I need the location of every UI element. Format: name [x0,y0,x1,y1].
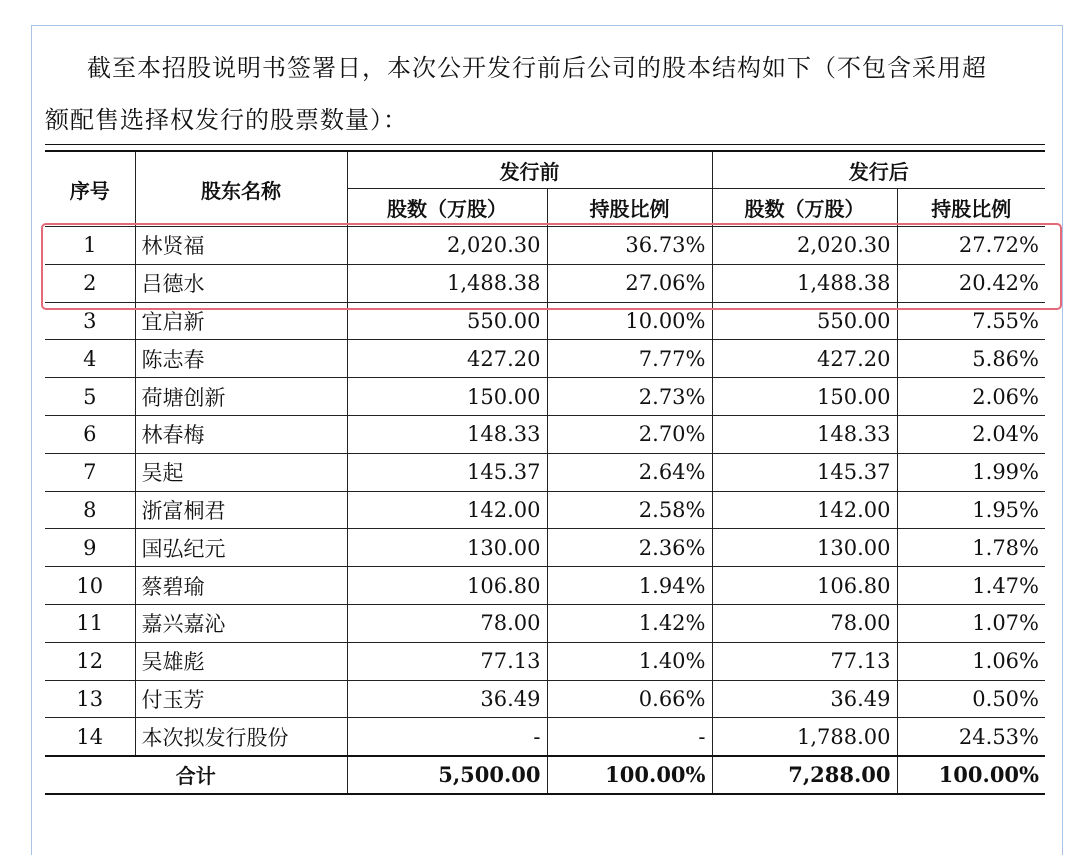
row-after-shares: 2,020.30 [712,227,897,265]
header-before-shares: 股数（万股） [347,189,547,227]
row-seq: 1 [45,227,135,265]
row-before-ratio: 2.58% [547,491,712,529]
row-after-ratio: 1.47% [897,567,1045,605]
row-before-ratio: 2.36% [547,529,712,567]
row-seq: 6 [45,416,135,454]
row-after-ratio: 27.72% [897,227,1045,265]
row-before-shares: 142.00 [347,491,547,529]
row-seq: 8 [45,491,135,529]
row-seq: 3 [45,302,135,340]
row-before-shares: 36.49 [347,680,547,718]
row-before-shares: 77.13 [347,642,547,680]
intro-paragraph [45,42,1050,146]
header-after-shares: 股数（万股） [712,189,897,227]
row-after-ratio: 20.42% [897,264,1045,302]
row-after-shares: 142.00 [712,491,897,529]
row-seq: 4 [45,340,135,378]
row-before-shares: 2,020.30 [347,227,547,265]
row-seq: 13 [45,680,135,718]
row-seq: 10 [45,567,135,605]
table-row [45,642,1045,680]
row-after-ratio: 24.53% [897,718,1045,756]
row-before-shares: 427.20 [347,340,547,378]
row-before-shares: - [347,718,547,756]
total-label: 合计 [45,756,347,794]
row-shareholder-name: 国弘纪元 [135,529,347,567]
row-after-ratio: 1.07% [897,605,1045,643]
row-before-shares: 150.00 [347,378,547,416]
header-before-issue: 发行前 [347,151,712,189]
header-after-ratio: 持股比例 [897,189,1045,227]
row-after-shares: 550.00 [712,302,897,340]
table-row [45,491,1045,529]
row-after-shares: 78.00 [712,605,897,643]
row-after-ratio: 1.99% [897,453,1045,491]
table-body [45,227,1045,756]
row-before-ratio: 2.70% [547,416,712,454]
row-shareholder-name: 陈志春 [135,340,347,378]
table-row [45,605,1045,643]
total-before-ratio: 100.00% [547,756,712,794]
row-shareholder-name: 林春梅 [135,416,347,454]
row-before-ratio: 1.94% [547,567,712,605]
row-before-shares: 148.33 [347,416,547,454]
row-before-shares: 130.00 [347,529,547,567]
row-after-ratio: 5.86% [897,340,1045,378]
row-shareholder-name: 付玉芳 [135,680,347,718]
header-after-issue: 发行后 [712,151,1045,189]
row-before-shares: 1,488.38 [347,264,547,302]
table-row [45,378,1045,416]
row-before-shares: 106.80 [347,567,547,605]
row-after-ratio: 7.55% [897,302,1045,340]
row-before-ratio: 36.73% [547,227,712,265]
row-shareholder-name: 吕德水 [135,264,347,302]
row-shareholder-name: 吴雄彪 [135,642,347,680]
row-after-ratio: 2.04% [897,416,1045,454]
intro-line-2: 额配售选择权发行的股票数量）： [45,106,408,134]
intro-line-1: 截至本招股说明书签署日，本次公开发行前后公司的股本结构如下（不包含采用超 [87,54,987,82]
header-before-ratio: 持股比例 [547,189,712,227]
table-row [45,340,1045,378]
row-shareholder-name: 嘉兴嘉沁 [135,605,347,643]
row-after-ratio: 1.06% [897,642,1045,680]
row-shareholder-name: 吴起 [135,453,347,491]
row-after-shares: 148.33 [712,416,897,454]
row-after-ratio: 2.06% [897,378,1045,416]
row-seq: 7 [45,453,135,491]
row-before-ratio: 1.42% [547,605,712,643]
table-row [45,227,1045,265]
table-row [45,680,1045,718]
row-seq: 2 [45,264,135,302]
row-after-shares: 36.49 [712,680,897,718]
table-top-rule [45,144,1045,145]
table-row [45,416,1045,454]
row-before-ratio: 2.64% [547,453,712,491]
row-seq: 12 [45,642,135,680]
header-shareholder-name: 股东名称 [135,151,347,227]
row-after-shares: 77.13 [712,642,897,680]
row-after-ratio: 0.50% [897,680,1045,718]
row-before-ratio: 2.73% [547,378,712,416]
row-shareholder-name: 蔡碧瑜 [135,567,347,605]
row-after-shares: 150.00 [712,378,897,416]
row-after-shares: 130.00 [712,529,897,567]
row-after-shares: 427.20 [712,340,897,378]
row-before-shares: 78.00 [347,605,547,643]
total-after-shares: 7,288.00 [712,756,897,794]
row-before-shares: 550.00 [347,302,547,340]
row-shareholder-name: 浙富桐君 [135,491,347,529]
row-after-ratio: 1.78% [897,529,1045,567]
row-shareholder-name: 本次拟发行股份 [135,718,347,756]
row-shareholder-name: 宜启新 [135,302,347,340]
total-after-ratio: 100.00% [897,756,1045,794]
row-after-shares: 1,488.38 [712,264,897,302]
row-before-ratio: 10.00% [547,302,712,340]
table-row [45,567,1045,605]
row-after-shares: 106.80 [712,567,897,605]
row-after-shares: 145.37 [712,453,897,491]
row-before-ratio: 7.77% [547,340,712,378]
row-before-shares: 145.37 [347,453,547,491]
row-after-shares: 1,788.00 [712,718,897,756]
total-before-shares: 5,500.00 [347,756,547,794]
table-row [45,302,1045,340]
row-seq: 5 [45,378,135,416]
table-row [45,529,1045,567]
header-seq: 序号 [45,151,135,227]
row-seq: 11 [45,605,135,643]
table-row [45,453,1045,491]
row-after-ratio: 1.95% [897,491,1045,529]
total-row [45,756,1045,794]
row-before-ratio: - [547,718,712,756]
row-before-ratio: 1.40% [547,642,712,680]
row-shareholder-name: 荷塘创新 [135,378,347,416]
row-seq: 9 [45,529,135,567]
table-row [45,264,1045,302]
table-row [45,718,1045,756]
share-structure-table [45,150,1045,795]
row-seq: 14 [45,718,135,756]
row-before-ratio: 0.66% [547,680,712,718]
row-before-ratio: 27.06% [547,264,712,302]
row-shareholder-name: 林贤福 [135,227,347,265]
